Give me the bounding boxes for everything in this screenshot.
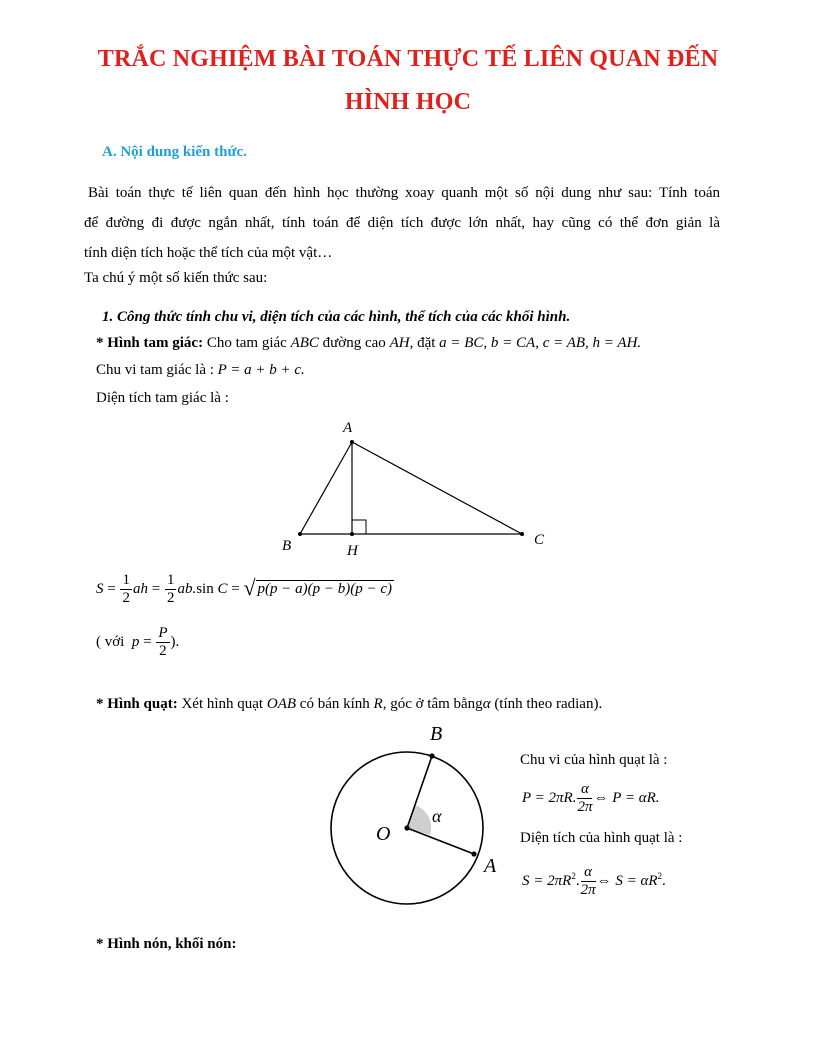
fraction-p-over-2 xyxy=(156,625,169,660)
p-var: p xyxy=(131,634,140,650)
frac-den: 2π xyxy=(577,799,593,816)
triangle-defs: a = BC, b = CA, c = AB, h = AH. xyxy=(439,335,642,351)
page-title-line2: HÌNH HỌC xyxy=(344,89,472,115)
point-h xyxy=(350,532,354,536)
area-square-2: 2 xyxy=(657,871,662,881)
formula-s: S xyxy=(96,581,104,597)
fraction-alpha-2pi-area xyxy=(581,864,596,899)
formula-ab: ab. xyxy=(177,581,197,597)
right-angle-marker xyxy=(352,520,366,534)
triangle-perimeter-text: Chu vi tam giác là : xyxy=(96,362,218,378)
area-dot: . xyxy=(575,873,580,889)
perimeter-rhs: ⇔ P = αR. xyxy=(593,790,660,806)
triangle-area-text: Diện tích tam giác là : xyxy=(96,390,229,406)
with-text: ( với xyxy=(96,634,125,650)
point-c xyxy=(520,532,524,536)
sector-definition xyxy=(96,696,602,713)
intro-line-4: Ta chú ý một số kiến thức sau: xyxy=(84,270,268,286)
triangle-perimeter xyxy=(96,362,305,379)
frac-num: 1 xyxy=(166,572,175,589)
label-b: B xyxy=(430,723,443,745)
intro-line-3: tính diện tích hoặc thể tích của một vật… xyxy=(84,245,333,261)
triangle-side-ac xyxy=(352,442,522,534)
sector-alpha: α xyxy=(482,696,491,712)
heading-formulas: 1. Công thức tính chu vi, diện tích của các hình, thể tích của các khối hình. xyxy=(102,309,571,325)
sector-oab: OAB xyxy=(266,696,297,712)
cone-heading-label: * Hình nón, khối nón: xyxy=(96,936,237,952)
section-a-heading: A. Nội dung kiến thức. xyxy=(102,144,247,160)
cone-heading xyxy=(96,936,237,953)
frac-num: α xyxy=(577,781,592,799)
triangle-side-ab xyxy=(300,442,352,534)
triangle-desc-mid: đường cao xyxy=(318,335,390,351)
label-alpha: α xyxy=(432,806,442,826)
formula-heron: p(p − a)(p − b)(p − c) xyxy=(257,581,393,597)
frac-den: 2π xyxy=(580,882,596,899)
area-rhs: ⇔ S = αR xyxy=(596,873,658,889)
point-o xyxy=(404,825,409,830)
area-square-1: 2 xyxy=(571,871,576,881)
page-title-line1: TRẮC NGHIỆM BÀI TOÁN THỰC TẾ LIÊN QUAN ĐẾN xyxy=(97,46,719,72)
sector-desc-pre: Xét hình quạt xyxy=(177,696,267,712)
fraction-half-1 xyxy=(120,572,132,607)
sector-perimeter-text: Chu vi của hình quạt là : xyxy=(520,752,668,768)
sector-r: R xyxy=(373,696,383,712)
triangle-definition xyxy=(96,335,641,352)
triangle-perimeter-formula: P = a + b + c. xyxy=(217,362,305,378)
sector-desc-end: (tính theo radian). xyxy=(490,696,603,712)
triangle-label: * Hình tam giác: xyxy=(96,335,204,351)
sector-label: * Hình quạt: xyxy=(96,696,178,712)
frac-den: 2 xyxy=(122,590,130,607)
formula-ah: ah xyxy=(132,581,148,597)
area-end-dot: . xyxy=(662,873,666,889)
point-b xyxy=(429,753,434,758)
frac-den: 2 xyxy=(159,643,167,660)
point-a xyxy=(350,440,354,444)
label-b: B xyxy=(282,538,292,554)
frac-num: P xyxy=(158,625,168,642)
fraction-half-2 xyxy=(165,572,177,607)
sector-area-text: Diện tích của hình quạt là : xyxy=(520,830,683,846)
close-paren: ). xyxy=(170,634,180,650)
triangle-figure xyxy=(270,412,560,562)
sector-desc-post: , góc ở tâm bằng xyxy=(382,696,483,712)
radius-oa xyxy=(407,828,474,854)
sqrt-sign: √ xyxy=(243,575,256,600)
sector-desc-mid: có bán kính xyxy=(296,696,374,712)
label-c: C xyxy=(534,532,545,548)
formula-c: C xyxy=(217,581,228,597)
sector-figure xyxy=(326,720,506,920)
label-a: A xyxy=(484,855,497,877)
triangle-desc-pre: Cho tam giác xyxy=(203,335,291,351)
frac-num: 1 xyxy=(122,572,130,589)
triangle-ah: AH xyxy=(389,335,410,351)
label-a: A xyxy=(343,420,353,436)
triangle-abc: ABC xyxy=(290,335,319,351)
perimeter-lhs: P = 2πR. xyxy=(522,790,577,806)
label-h: H xyxy=(347,543,358,559)
formula-sin: sin xyxy=(196,581,214,597)
intro-line-1: Bài toán thực tế liên quan đến hình học thường xoay quanh một số nội dung như sau: Tính toán xyxy=(88,185,720,201)
semi-perimeter-note: ( với p = $\frac{P}{2}$ ). xyxy=(96,625,180,660)
area-lhs: S = 2πR xyxy=(522,873,572,889)
triangle-desc-mid2: , đặt xyxy=(409,335,440,351)
intro-line-2: để đường đi được ngắn nhất, tính toán để diện tích được lớn nhất, hay cũng có thể đơn giản là xyxy=(84,215,720,231)
frac-den: 2 xyxy=(166,590,175,607)
sector-perimeter-formula xyxy=(522,778,660,818)
label-o: O xyxy=(376,823,391,845)
point-a xyxy=(471,851,476,856)
fraction-alpha-2pi xyxy=(577,781,592,816)
triangle-area-formula: S = $\frac{1}{2}$ ah = $\frac{1}{2}$ ab.sin C = √ p(p − a)(p − b)(p − c) xyxy=(96,572,393,607)
sector-area-formula xyxy=(522,856,666,901)
frac-num: α xyxy=(581,864,596,882)
point-b xyxy=(298,532,302,536)
